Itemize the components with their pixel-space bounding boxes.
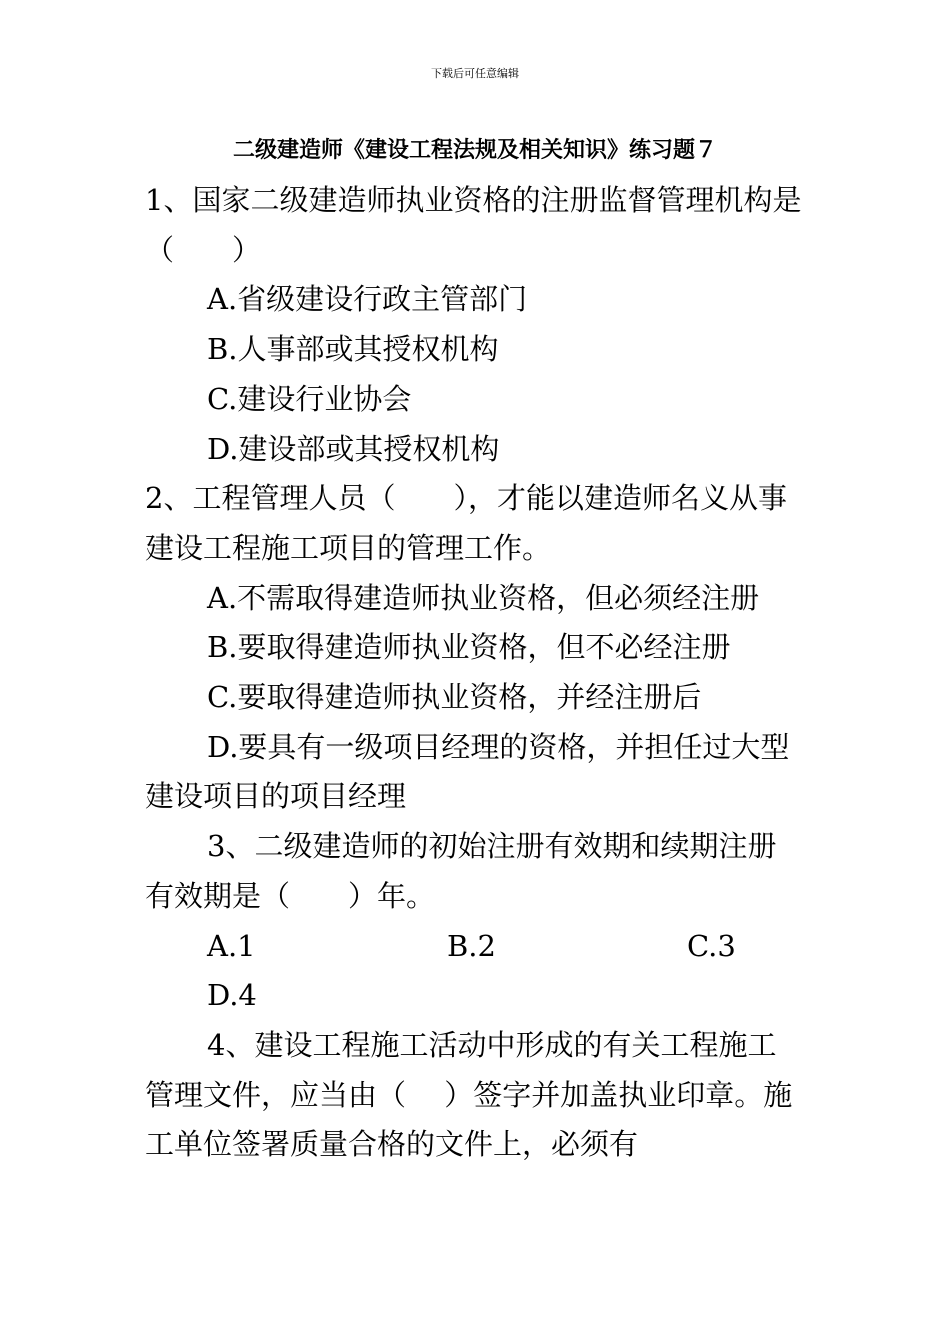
question-2-option-a: A.不需取得建造师执业资格，但必须经注册 bbox=[207, 580, 760, 615]
document-title: 二级建造师《建设工程法规及相关知识》练习题７ bbox=[232, 138, 717, 163]
question-1-stem: 1、国家二级建造师执业资格的注册监督管理机构是（ ） bbox=[145, 183, 802, 267]
question-2-option-d: D.要具有一级项目经理的资格，并担任过大型建设项目的项目经理 bbox=[145, 729, 790, 814]
question-3-option-a: A.1 bbox=[207, 928, 256, 963]
question-3-option-b: B.2 bbox=[447, 928, 496, 963]
question-1-option-a: A.省级建设行政主管部门 bbox=[207, 282, 528, 317]
question-3-stem: 3、二级建造师的初始注册有效期和续期注册有效期是（ ）年。 bbox=[145, 829, 777, 913]
question-4-stem: 4、建设工程施工活动中形成的有关工程施工管理文件，应当由（ ）签字并加盖执业印章。施工单位签署质量合格的文件上，必须有 bbox=[145, 1027, 793, 1162]
header-note: 下载后可任意编辑 bbox=[431, 67, 519, 80]
question-3-options-row bbox=[145, 922, 805, 972]
question-1-option-d: D.建设部或其授权机构 bbox=[207, 431, 500, 466]
question-1-option-c: C.建设行业协会 bbox=[207, 381, 412, 416]
question-2-option-b: B.要取得建造师执业资格，但不必经注册 bbox=[207, 630, 731, 665]
question-2-option-c: C.要取得建造师执业资格，并经注册后 bbox=[207, 680, 702, 715]
document-body bbox=[145, 176, 805, 1170]
question-2-stem: 2、工程管理人员（ ），才能以建造师名义从事建设工程施工项目的管理工作。 bbox=[145, 481, 787, 565]
question-3-option-d: D.4 bbox=[207, 978, 257, 1013]
question-3-option-c: C.3 bbox=[687, 928, 736, 963]
question-1-option-b: B.人事部或其授权机构 bbox=[207, 332, 499, 367]
